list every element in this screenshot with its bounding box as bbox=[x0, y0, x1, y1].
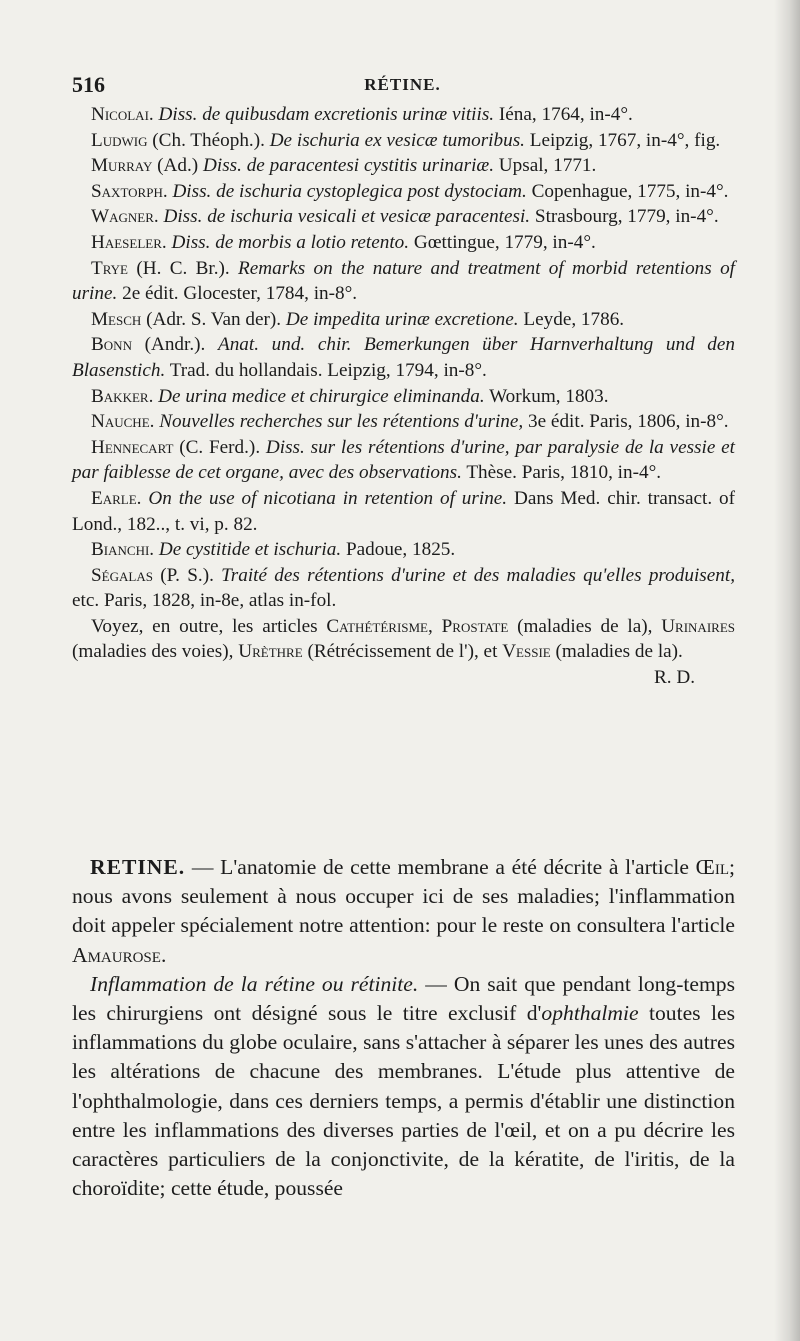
retinitis-paragraph bbox=[72, 970, 735, 1204]
bib-author-detail: (Ch. Théoph.). bbox=[147, 129, 270, 151]
bib-author: Hennecart bbox=[91, 436, 174, 458]
bib-entry bbox=[72, 102, 735, 128]
bib-title: Diss. sur les rétentions d'urine, par paralysie de la vessie et par faiblesse de cet organe, avec des observations. bbox=[72, 436, 735, 484]
bib-entry bbox=[72, 384, 735, 410]
bib-author-detail: (C. Ferd.). bbox=[173, 436, 266, 458]
bib-author: Saxtorph. bbox=[91, 180, 168, 202]
bib-author-detail: (P. S.). bbox=[152, 564, 222, 586]
bib-author: Nauche. bbox=[91, 411, 155, 433]
term-ophthalmie: ophthalmie bbox=[541, 1001, 639, 1026]
article-headword: RETINE. bbox=[90, 855, 186, 879]
bib-publication: Upsal, 1771. bbox=[494, 155, 597, 177]
section-title: Inflammation de la rétine ou rétinite. bbox=[90, 971, 419, 996]
bib-title: De ischuria ex vesicæ tumoribus. bbox=[269, 129, 525, 151]
bib-publication: etc. Paris, 1828, in-8e, atlas in-fol. bbox=[72, 590, 337, 612]
bib-publication: 3e édit. Paris, 1806, in-8°. bbox=[523, 411, 729, 433]
bib-entry bbox=[72, 256, 735, 307]
bibliography bbox=[72, 102, 735, 691]
bib-author-detail: (Andr.). bbox=[131, 334, 218, 356]
bib-author: Haeseler. bbox=[91, 231, 167, 253]
see-also-note bbox=[72, 614, 735, 689]
bib-entry bbox=[72, 307, 735, 333]
bib-entry bbox=[72, 230, 735, 256]
bib-publication: Workum, 1803. bbox=[484, 385, 609, 407]
bib-title: Traité des rétentions d'urine et des maladies qu'elles produisent, bbox=[221, 564, 735, 586]
bib-entry bbox=[72, 537, 735, 563]
paragraph-text: — On sait que pendant long-temps les chirurgiens ont désigné sous le titre exclusif d' bbox=[72, 971, 735, 1026]
article-retine bbox=[72, 853, 735, 1203]
cross-ref-note: (maladies de la). bbox=[550, 641, 683, 663]
bib-publication: Trad. du hollandais. Leipzig, 1794, in-8°. bbox=[165, 359, 487, 381]
bib-publication: Padoue, 1825. bbox=[341, 539, 456, 561]
cross-ref-note: (maladies de la), bbox=[508, 615, 662, 637]
cross-ref-vessie: Vessie bbox=[502, 641, 551, 663]
bib-author: Wagner. bbox=[91, 206, 159, 228]
bib-title: Anat. und. chir. Bemerkungen über Harnverhaltung und den Blasenstich. bbox=[72, 334, 735, 381]
cross-ref-oeil: Œil bbox=[695, 855, 729, 879]
intro-text: ; nous avons seulement à nous occuper ici de ses maladies; l'inflammation doit appeler spécialement notre attention: pour le reste on consultera l'article bbox=[72, 855, 735, 938]
bib-author: Murray bbox=[91, 155, 153, 177]
bib-title: De impedita urinæ excretione. bbox=[285, 308, 519, 330]
bib-author: Earle. bbox=[91, 487, 142, 509]
bib-publication: Strasbourg, 1779, in-4°. bbox=[530, 206, 719, 228]
article-intro-paragraph bbox=[72, 853, 735, 970]
bib-author-detail: (Ad.) bbox=[152, 155, 203, 177]
cross-ref-urethre: Urèthre bbox=[238, 641, 303, 663]
see-also-separator: , bbox=[428, 615, 442, 637]
page-number: 516 bbox=[72, 72, 105, 97]
bib-entry bbox=[72, 486, 735, 537]
bib-author: Nicolai. bbox=[91, 104, 154, 125]
bib-publication: Iéna, 1764, in-4°. bbox=[494, 104, 633, 125]
bib-publication: 2e édit. Glocester, 1784, in-8°. bbox=[117, 283, 358, 305]
bib-entry bbox=[72, 204, 735, 230]
bib-author-detail: (H. C. Br.). bbox=[128, 257, 239, 279]
cross-ref-catheterisme: Cathétérisme bbox=[326, 615, 429, 637]
bib-publication: Dans Med. chir. transact. of Lond., 182.., t. vi, p. 82. bbox=[72, 487, 735, 535]
bib-title: De urina medice et chirurgice eliminanda. bbox=[158, 385, 485, 407]
bib-title: Nouvelles recherches sur les rétentions d'urine, bbox=[159, 411, 524, 433]
bib-entry bbox=[72, 153, 735, 179]
cross-ref-amaurose: Amaurose bbox=[72, 942, 161, 967]
bib-title: Remarks on the nature and treatment of morbid retentions of urine. bbox=[72, 257, 735, 305]
cross-ref-urinaires: Urinaires bbox=[661, 615, 735, 637]
bib-author-detail: (Adr. S. Van der). bbox=[141, 308, 286, 330]
cross-ref-note: (Rétrécissement de l'), et bbox=[302, 641, 503, 663]
bib-publication: Gœttingue, 1779, in-4°. bbox=[409, 231, 596, 253]
intro-text: — L'anatomie de cette membrane a été décrite à l'article bbox=[185, 855, 696, 879]
bib-title: De cystitide et ischuria. bbox=[158, 539, 342, 561]
bib-author: Bakker. bbox=[91, 385, 154, 407]
bib-author: Ludwig bbox=[91, 129, 148, 151]
running-title: RÉTINE. bbox=[364, 75, 441, 94]
bib-entry bbox=[72, 128, 735, 154]
bib-publication: Leipzig, 1767, in-4°, fig. bbox=[524, 129, 721, 151]
cross-ref-note: (maladies des voies), bbox=[72, 641, 239, 663]
see-also-intro: Voyez, en outre, les articles bbox=[91, 615, 327, 637]
bib-entry bbox=[72, 332, 735, 383]
bib-author: Trye bbox=[91, 257, 129, 279]
bib-author: Bianchi. bbox=[91, 539, 155, 561]
bib-entry bbox=[72, 435, 735, 486]
page-header bbox=[70, 72, 735, 104]
cross-ref-prostate: Prostate bbox=[441, 615, 509, 637]
bib-author: Ségalas bbox=[91, 564, 153, 586]
author-signature: R. D. bbox=[653, 667, 695, 689]
bib-author: Bonn bbox=[91, 334, 132, 356]
bib-title: Diss. de ischuria vesicali et vesicæ paracentesi. bbox=[163, 206, 531, 228]
intro-text: . bbox=[160, 942, 167, 967]
bib-title: Diss. de quibusdam excretionis urinæ vitiis. bbox=[158, 104, 495, 125]
bib-entry bbox=[72, 409, 735, 435]
bib-title: On the use of nicotiana in retention of urine. bbox=[148, 487, 508, 509]
bib-publication: Thèse. Paris, 1810, in-4°. bbox=[461, 462, 662, 484]
bib-entry bbox=[72, 563, 735, 614]
bib-title: Diss. de ischuria cystoplegica post dystociam. bbox=[172, 180, 527, 202]
bib-entry bbox=[72, 179, 735, 205]
bib-author: Mesch bbox=[91, 308, 142, 330]
page-edge-shadow bbox=[774, 0, 800, 1341]
bib-publication: Leyde, 1786. bbox=[518, 308, 625, 330]
bib-title: Diss. de morbis a lotio retento. bbox=[171, 231, 410, 253]
bib-title: Diss. de paracentesi cystitis urinariæ. bbox=[203, 155, 494, 177]
bib-publication: Copenhague, 1775, in-4°. bbox=[526, 180, 729, 202]
paragraph-text: toutes les inflammations du globe oculaire, sans s'attacher à séparer les unes des autres les altérations de chacune des membranes. L'étude plus attentive de l'ophthalmologie, dans ces derniers temps, a permis d'établir une distinction entre les inflammations des diverses parties de l'œil, et on a pu décrire les caractères particuliers de la conjonctivite, de la kératite, de l'iritis, de la choroïdite; cette étude, poussée bbox=[72, 1001, 735, 1201]
